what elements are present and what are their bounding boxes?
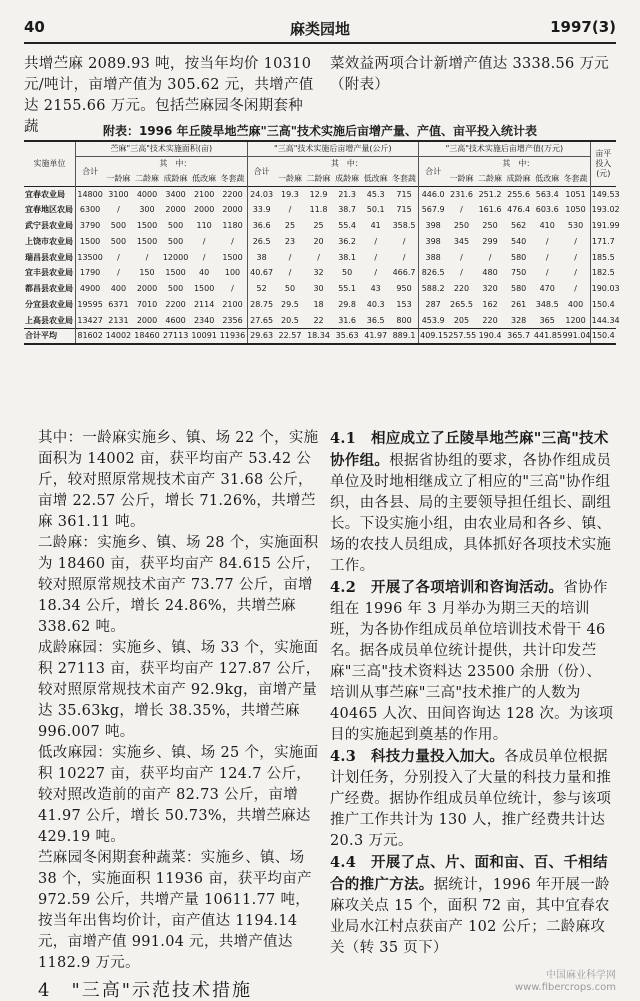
table-cell: 251.2 bbox=[478, 189, 502, 199]
subsection-title: 开展了点、片、面和亩、百、千相结合的推广方法。 bbox=[330, 854, 608, 893]
table-cell: 2000 bbox=[136, 315, 158, 325]
header-sub: 一龄麻 bbox=[449, 173, 474, 183]
table-cell: 500 bbox=[167, 220, 184, 230]
table-cell: 32 bbox=[313, 268, 324, 278]
table-cell: 29.63 bbox=[247, 328, 276, 344]
table-cell: 388 bbox=[419, 249, 448, 265]
table-cell: 27113 bbox=[162, 331, 189, 341]
table-cell: 50 bbox=[284, 284, 296, 294]
table-cell: 345 bbox=[453, 236, 470, 246]
table-row bbox=[24, 297, 616, 313]
table-cell: / bbox=[231, 236, 234, 246]
table-cell: 400 bbox=[567, 299, 584, 309]
table-cell: 45.3 bbox=[366, 189, 385, 199]
subsection-number: 4.1 bbox=[330, 430, 357, 447]
table-cell: 29.5 bbox=[281, 299, 299, 309]
table-cell: 567.9 bbox=[419, 202, 448, 218]
header-sub: 成龄麻 bbox=[163, 173, 188, 183]
table-cell: 55.4 bbox=[338, 220, 357, 230]
table-cell: 6371 bbox=[108, 299, 129, 309]
table-cell: 3790 bbox=[76, 218, 105, 234]
table-cell: 4000 bbox=[136, 189, 158, 199]
table-cell: 562 bbox=[510, 220, 527, 230]
table-cell: 55.1 bbox=[338, 284, 357, 294]
table-cell: 4600 bbox=[165, 315, 186, 325]
table-cell: 18460 bbox=[134, 331, 160, 341]
table-cell: / bbox=[117, 205, 120, 215]
table-cell: / bbox=[460, 252, 463, 262]
table-cell: 257.55 bbox=[448, 331, 477, 341]
table-cell: 25 bbox=[284, 220, 296, 230]
table-cell: 800 bbox=[396, 315, 412, 325]
table-cell: 1051 bbox=[565, 189, 586, 199]
table-cell: 220 bbox=[482, 315, 498, 325]
table-caption: 附表：1996 年丘陵旱地苎麻"三高"技术实施后亩增产量、产值、亩平投入统计表 bbox=[102, 124, 538, 138]
subsection bbox=[330, 577, 616, 746]
table-cell: 149.53 bbox=[590, 186, 616, 202]
table-row bbox=[24, 233, 616, 249]
table-row bbox=[24, 281, 616, 297]
table-cell: 38 bbox=[247, 249, 276, 265]
table-cell: 171.7 bbox=[590, 233, 616, 249]
header-sub: 一龄麻 bbox=[277, 173, 302, 183]
table-cell: 22.57 bbox=[278, 331, 302, 341]
table-cell: 1500 bbox=[136, 220, 158, 230]
table-cell: 14800 bbox=[76, 186, 105, 202]
table-cell: 365 bbox=[539, 315, 555, 325]
table-cell: 446.0 bbox=[419, 186, 448, 202]
table-cell: 22 bbox=[313, 315, 324, 325]
table-cell: 33.9 bbox=[247, 202, 276, 218]
table-cell: / bbox=[117, 252, 120, 262]
subsection-text: 根据省协组的要求，各协作组成员单位及时地相继成立了相应的"三高"协作组织，由各县、局的主要领导担任组长、副组长。下设实施小组，由农业局和各乡、镇、场的农技人员组成，具体抓好各项技术实施工作。 bbox=[330, 453, 612, 574]
table-cell: 265.5 bbox=[450, 299, 473, 309]
table-cell: 191.99 bbox=[590, 218, 616, 234]
table-row bbox=[24, 186, 616, 202]
header-sub: 成龄麻 bbox=[506, 173, 531, 183]
table-cell: / bbox=[574, 236, 577, 246]
table-cell: 38.7 bbox=[338, 205, 357, 215]
table-row bbox=[24, 265, 616, 281]
table-cell: / bbox=[402, 252, 406, 262]
table-cell: 81602 bbox=[76, 328, 105, 344]
table-cell: 185.5 bbox=[590, 249, 616, 265]
table-cell: / bbox=[374, 236, 378, 246]
paragraph: 成龄麻园：实施乡、镇、场 33 个，实施面积 27113 亩，获平均亩产 127.87 公斤，较对照原常规技术亩产 92.9kg，亩增产量达 35.63kg，增长 38.35%，共增苎麻 996.007 吨。 bbox=[38, 640, 321, 740]
table-cell-unit: 宜春地区农局 bbox=[25, 205, 73, 215]
top-right-column bbox=[330, 54, 616, 96]
table-cell: 25 bbox=[313, 220, 324, 230]
table-cell: 100 bbox=[224, 268, 241, 278]
table-cell: / bbox=[202, 236, 206, 246]
table-cell: 250 bbox=[453, 220, 470, 230]
header-total: 合计 bbox=[419, 156, 448, 186]
header-area-group: 苎麻"三高"技术实施面积(亩) bbox=[76, 141, 248, 156]
table-cell: / bbox=[460, 268, 463, 278]
table-cell: / bbox=[374, 252, 378, 262]
bottom-right-column bbox=[330, 428, 616, 959]
table-cell: 150.4 bbox=[590, 328, 616, 344]
table-cell: / bbox=[574, 268, 577, 278]
table-cell: 153 bbox=[396, 299, 412, 309]
table-cell: 1790 bbox=[76, 265, 105, 281]
table-cell: 348.5 bbox=[535, 299, 559, 309]
paragraph: 低改麻园：实施乡、镇、场 25 个，实施面积 10227 亩，获平均亩产 124.7 公斤，较对照改造前的亩产 82.73 公斤，亩增 41.97 公斤，增长 50.73%，共增苎麻达 429.19 吨。 bbox=[38, 745, 319, 845]
header-sub: 成龄麻 bbox=[335, 173, 360, 183]
paragraph: 苎麻园冬闲期套种蔬菜：实施乡、镇、场 38 个，实施面积 11936 亩，获平均亩产 972.59 公斤，共增产量 10611.77 吨，按当年出售均价计，亩产值达 1194.14 元，亩增产值 991.04 元，共增产值达 1182.9 万元。 bbox=[38, 850, 312, 971]
table-cell: 715 bbox=[396, 189, 412, 199]
table-cell: 50.1 bbox=[366, 205, 385, 215]
table-cell: 261 bbox=[510, 299, 527, 309]
table-cell: 1500 bbox=[165, 268, 186, 278]
page-header bbox=[24, 14, 616, 44]
table-cell: / bbox=[288, 252, 292, 262]
subsection bbox=[330, 428, 616, 577]
table-cell: 182.5 bbox=[590, 265, 616, 281]
table-cell: 4900 bbox=[76, 281, 105, 297]
table-total-row bbox=[24, 328, 616, 344]
table-cell: 530 bbox=[567, 220, 584, 230]
table-cell: 36.5 bbox=[366, 315, 385, 325]
table-cell: 2000 bbox=[222, 205, 243, 215]
table-cell: 287 bbox=[419, 297, 448, 313]
table-cell: 29.8 bbox=[338, 299, 357, 309]
header-total: 合计 bbox=[76, 156, 105, 186]
subsection-text: 各成员单位根据计划任务，分别投入了大量的科技力量和推广经费。据协作组成员单位统计，参与该项推广工作共计为 130 人，推广经费共计达 20.3 万元。 bbox=[330, 749, 612, 849]
table-body bbox=[24, 186, 620, 344]
table-cell: 40.3 bbox=[366, 299, 385, 309]
table-cell-unit: 武宁县农业局 bbox=[25, 220, 73, 230]
subsection bbox=[330, 852, 616, 959]
table-cell: 162 bbox=[482, 299, 498, 309]
table-cell: 300 bbox=[139, 205, 155, 215]
table-cell: 580 bbox=[510, 252, 527, 262]
header-total: 合计 bbox=[247, 156, 276, 186]
subsection-text: 省协作组在 1996 年 3 月举办为期三天的培训班，为各协作组成员单位培训技术骨干 46 名。据各成员单位统计提供，共计印发苎麻"三高"技术资料达 23500 余册（份）、培训从事苎麻"三高"技术推广的人数为 40465 人次、田间咨询达 128 次。为该项目的实施起到奠基的作用。 bbox=[330, 580, 614, 743]
table-cell: 398 bbox=[419, 233, 448, 249]
table-cell: 358.5 bbox=[392, 220, 416, 230]
table-cell: 476.4 bbox=[507, 205, 531, 215]
paragraph: 共增苎麻 2089.93 吨，按当年均价 10310 元/吨计，亩增产值为 305.62 元，共增产值达 2155.66 万元。包括苎麻园冬闲期套种蔬 bbox=[24, 56, 314, 135]
table-cell: 150 bbox=[139, 268, 155, 278]
table-cell: 205 bbox=[453, 315, 470, 325]
table-cell: 255.6 bbox=[507, 189, 531, 199]
section-heading: 4 "三高"示范技术措施 bbox=[38, 980, 253, 1001]
subsection-title: 开展了各项培训和咨询活动。 bbox=[370, 579, 564, 596]
table-cell: / bbox=[545, 252, 549, 262]
watermark-line: www.fibercrops.com bbox=[514, 982, 616, 993]
header-sub: 低改麻 bbox=[535, 173, 560, 183]
table-cell: 1500 bbox=[222, 252, 243, 262]
table-cell: 18 bbox=[313, 299, 324, 309]
table-cell-unit: 宜春农业局 bbox=[25, 189, 65, 199]
watermark-line: 中国麻业科学网 bbox=[546, 970, 616, 981]
table-cell: 161.6 bbox=[478, 205, 502, 215]
table-cell: 500 bbox=[167, 284, 184, 294]
table-cell: 470 bbox=[539, 284, 555, 294]
header-sub: 低改麻 bbox=[192, 173, 217, 183]
table-cell: 190.4 bbox=[478, 331, 502, 341]
table-cell: / bbox=[574, 252, 577, 262]
header-of: 其 中： bbox=[159, 159, 192, 169]
paragraph: 其中：一龄麻实施乡、镇、场 22 个，实施面积为 14002 亩，获平均亩产 53.42 公斤，较对照原常规技术亩产 31.68 公斤，亩增 22.57 公斤，增长 71.26%，共增苎麻 361.11 吨。 bbox=[38, 430, 319, 530]
table-cell: 453.9 bbox=[419, 312, 448, 328]
subsection-number: 4.4 bbox=[330, 854, 357, 871]
table-cell: 193.02 bbox=[590, 202, 616, 218]
table-cell: 3100 bbox=[108, 189, 129, 199]
header-sub: 二龄麻 bbox=[306, 173, 331, 183]
table-cell: / bbox=[288, 268, 292, 278]
table-cell: 30 bbox=[313, 284, 324, 294]
table-cell: 231.6 bbox=[450, 189, 473, 199]
table-cell-unit: 上饶市农业局 bbox=[25, 236, 73, 246]
table-cell: 1500 bbox=[136, 236, 158, 246]
table-cell: 1050 bbox=[565, 205, 586, 215]
header-yield-group: "三高"技术实施后亩增产量(公斤) bbox=[247, 141, 419, 156]
table-cell-unit: 分宜县农业局 bbox=[25, 299, 73, 309]
table-cell: 500 bbox=[110, 220, 127, 230]
header-of: 其 中： bbox=[502, 159, 535, 169]
table-cell: / bbox=[202, 252, 206, 262]
table-cell: / bbox=[545, 268, 549, 278]
table-cell: 20 bbox=[313, 236, 324, 246]
table-cell: 1200 bbox=[565, 315, 586, 325]
table-cell: 31.6 bbox=[338, 315, 357, 325]
table-cell: 826.5 bbox=[419, 265, 448, 281]
table-cell: 2114 bbox=[193, 299, 215, 309]
table-cell: 10091 bbox=[191, 331, 217, 341]
table-cell: 2340 bbox=[193, 315, 215, 325]
table-cell-unit: 都昌县农业局 bbox=[25, 284, 73, 294]
paragraph: 二龄麻：实施乡、镇、场 28 个，实施面积为 18460 亩，获平均亩产 84.615 公斤，较对照原常规技术亩产 73.77 公斤，亩增 18.34 公斤，增长 24.86%，共增苎麻 338.62 吨。 bbox=[38, 535, 321, 635]
table-cell: 110 bbox=[196, 220, 212, 230]
header-sub: 一龄麻 bbox=[106, 173, 131, 183]
statistics-table bbox=[24, 140, 620, 345]
header-sub: 冬套蔬 bbox=[392, 173, 417, 183]
table-cell: 441.85 bbox=[533, 331, 562, 341]
table-cell: 500 bbox=[167, 236, 184, 246]
table-cell: 41 bbox=[370, 220, 381, 230]
header-sub: 二龄麻 bbox=[478, 173, 503, 183]
table-cell: 2000 bbox=[165, 205, 186, 215]
table-cell: / bbox=[317, 252, 320, 262]
table-cell: / bbox=[231, 284, 234, 294]
subsection bbox=[330, 746, 616, 852]
table-cell: 889.1 bbox=[392, 331, 416, 341]
table-cell: 43 bbox=[370, 284, 381, 294]
table-cell: / bbox=[288, 205, 292, 215]
bottom-left-column bbox=[38, 428, 322, 1001]
table-cell: 12000 bbox=[162, 252, 189, 262]
subsection-number: 4.3 bbox=[330, 748, 357, 765]
table-cell: 21.3 bbox=[338, 189, 357, 199]
table-cell: 588.2 bbox=[419, 281, 448, 297]
table-cell: 14002 bbox=[105, 331, 132, 341]
table-cell-unit: 宜丰县农业局 bbox=[25, 268, 73, 278]
table-cell-unit: 上高县农业局 bbox=[25, 315, 73, 325]
table-cell: 2100 bbox=[193, 189, 215, 199]
table-cell: 3400 bbox=[165, 189, 186, 199]
table-cell: 24.03 bbox=[247, 186, 276, 202]
table-cell-unit: 合计平均 bbox=[25, 331, 57, 341]
table-cell: 12.9 bbox=[309, 189, 328, 199]
header-sub: 冬套蔬 bbox=[220, 173, 245, 183]
table-row bbox=[24, 218, 616, 234]
table-cell: 220 bbox=[453, 284, 470, 294]
subsection-title: 相应成立了丘陵旱地苎麻"三高"技术协作组。 bbox=[330, 430, 609, 469]
table-cell: 40.67 bbox=[247, 265, 276, 281]
journal-name: 麻类园地 bbox=[289, 20, 350, 38]
table-cell: 6300 bbox=[76, 202, 105, 218]
table-cell: / bbox=[545, 236, 549, 246]
table-row bbox=[24, 249, 616, 265]
table-cell: / bbox=[145, 252, 149, 262]
table-cell: 190.03 bbox=[590, 281, 616, 297]
page-number: 40 bbox=[24, 18, 45, 36]
table-cell: 500 bbox=[110, 236, 127, 246]
header-sub: 二龄麻 bbox=[134, 173, 159, 183]
table-cell: 950 bbox=[396, 284, 412, 294]
subsection-title: 科技力量投入加大。 bbox=[370, 748, 505, 765]
header-invest: 亩平投入(元) bbox=[590, 141, 616, 186]
table-cell: 19.3 bbox=[281, 189, 299, 199]
table-cell: 50 bbox=[342, 268, 353, 278]
table-cell: 36.2 bbox=[338, 236, 357, 246]
table-cell: 328 bbox=[510, 315, 527, 325]
paragraph: 菜效益两项合计新增产值达 3338.56 万元（附表） bbox=[330, 56, 610, 93]
table-cell: 28.75 bbox=[247, 297, 276, 313]
table-cell: 38.1 bbox=[338, 252, 357, 262]
table-cell: / bbox=[374, 268, 378, 278]
table-cell: 2356 bbox=[222, 315, 243, 325]
table-cell: 2200 bbox=[165, 299, 186, 309]
table-row bbox=[24, 202, 616, 218]
table-cell: 13500 bbox=[76, 249, 105, 265]
table-cell: 11.8 bbox=[309, 205, 328, 215]
table-cell: 1500 bbox=[76, 233, 105, 249]
table-cell: 1180 bbox=[222, 220, 243, 230]
table-cell: 35.63 bbox=[335, 331, 359, 341]
table-cell: 13427 bbox=[76, 312, 105, 328]
table-cell: 27.65 bbox=[247, 312, 276, 328]
table-cell: 150.4 bbox=[590, 297, 616, 313]
table-cell: / bbox=[460, 205, 463, 215]
table-cell: 480 bbox=[482, 268, 498, 278]
table-cell: 2000 bbox=[193, 205, 215, 215]
watermark bbox=[515, 970, 616, 994]
table-cell: 144.34 bbox=[590, 312, 616, 328]
table-cell: 2131 bbox=[108, 315, 129, 325]
subsection-number: 4.2 bbox=[330, 579, 357, 596]
issue-number: 1997(3) bbox=[550, 18, 616, 36]
header-of: 其 中： bbox=[330, 159, 363, 169]
table-cell: / bbox=[488, 252, 492, 262]
table-cell: 466.7 bbox=[392, 268, 416, 278]
header-unit: 实施单位 bbox=[33, 159, 66, 169]
table-cell: 2000 bbox=[136, 284, 158, 294]
table-cell: 1500 bbox=[193, 284, 215, 294]
table-cell: 11936 bbox=[219, 331, 246, 341]
table-cell: 540 bbox=[510, 236, 527, 246]
table-row bbox=[24, 312, 616, 328]
table-cell: 320 bbox=[482, 284, 498, 294]
table-cell: 603.6 bbox=[535, 205, 559, 215]
table-cell: 563.4 bbox=[535, 189, 559, 199]
table-cell: / bbox=[117, 268, 120, 278]
table-cell: 398 bbox=[419, 218, 448, 234]
table-cell: 250 bbox=[482, 220, 498, 230]
header-sub: 冬套蔬 bbox=[563, 173, 588, 183]
table-cell: 580 bbox=[510, 284, 527, 294]
table-cell: 410 bbox=[539, 220, 555, 230]
table-cell-unit: 瑞昌县农业局 bbox=[25, 252, 73, 262]
table-cell: / bbox=[574, 284, 577, 294]
table-cell: 20.5 bbox=[281, 315, 299, 325]
table-cell: 750 bbox=[510, 268, 527, 278]
table-cell: 365.7 bbox=[507, 331, 531, 341]
table-cell: 7010 bbox=[136, 299, 158, 309]
table-cell: 715 bbox=[396, 205, 412, 215]
table-cell: 26.5 bbox=[247, 233, 276, 249]
header-sub: 低改麻 bbox=[363, 173, 388, 183]
table-cell: 400 bbox=[110, 284, 127, 294]
table-cell: 52 bbox=[247, 281, 276, 297]
table-cell: 18.34 bbox=[307, 331, 330, 341]
table-cell: 2100 bbox=[222, 299, 243, 309]
table-cell: 991.04 bbox=[562, 331, 591, 341]
table-cell: / bbox=[402, 236, 406, 246]
table-cell: 36.6 bbox=[247, 218, 276, 234]
table-cell: 40 bbox=[199, 268, 210, 278]
table-cell: 19595 bbox=[76, 297, 105, 313]
table-cell: 23 bbox=[284, 236, 296, 246]
header-value-group: "三高"技术实施后亩增产值(万元) bbox=[419, 141, 591, 156]
table-cell: 2200 bbox=[222, 189, 243, 199]
subsection-text: 据统计，1996 年开展一龄麻攻关点 15 个，面积 72 亩，其中宜春农业局水江村点获亩产 102 公斤；二龄麻攻关（转 35 页下） bbox=[330, 877, 610, 956]
table-cell: 409.15 bbox=[419, 328, 448, 344]
table-cell: 41.97 bbox=[364, 331, 388, 341]
table-cell: 299 bbox=[482, 236, 498, 246]
